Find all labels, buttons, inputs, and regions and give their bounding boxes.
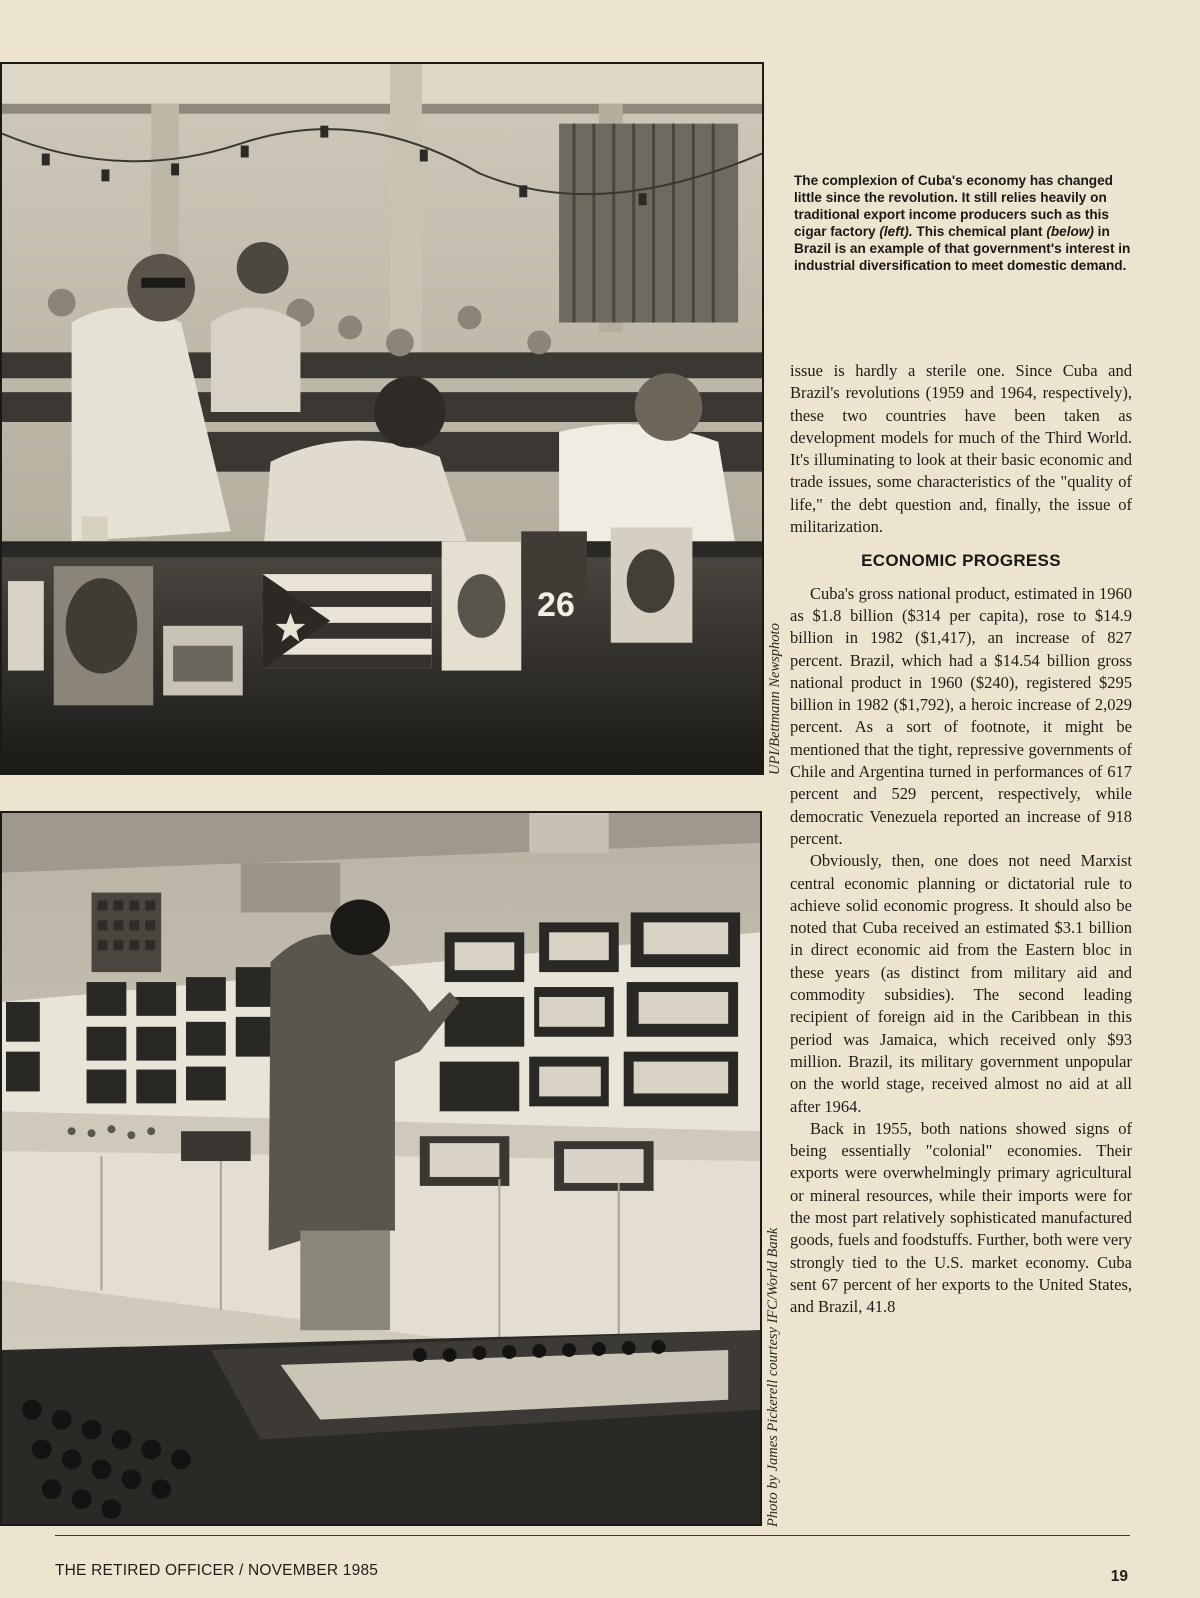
publication-footer: THE RETIRED OFFICER / NOVEMBER 1985 (55, 1562, 379, 1579)
page-number: 19 (1110, 1568, 1128, 1585)
caption-text-start: The complexion of Cuba's economy has changed little since the revolution. It still relies heavily on traditional export income producers such as this cigar factory (794, 173, 1113, 240)
photo-caption (794, 172, 1134, 275)
bottom-photo-credit: Photo by James Pickerell courtesy IFC/World Bank (765, 1227, 781, 1527)
article-paragraph: Cuba's gross national product, estimated in 1960 as $1.8 billion ($314 per capita), rose to $14.9 billion in 1982 ($1,417), an increase of 827 percent. Brazil, which had a $14.54 billion gross national product in 1960 ($240), registered $295 billion in 1982 ($1,792), a heroic increase of 2,029 percent. As a sort of footnote, it might be mentioned that the tight, repressive governments of Chile and Argentina turned in performances of 617 percent and 529 percent, respectively, while democratic Venezuela reported an increase of 918 percent. (790, 583, 1132, 848)
cigar-factory-photo (0, 62, 764, 775)
top-photo-credit: UPI/Bettmann Newsphoto (767, 623, 783, 775)
article-paragraph: Obviously, then, one does not need Marxist central economic planning or dictatorial rule to achieve solid economic progress. It should also be noted that Cuba received an estimated $3.1 billion in direct economic aid from the Eastern bloc in these years (as distinct from military aid and commodity subsidies). The second leading recipient of foreign aid in the Caribbean in this period was Jamaica, which received only $93 million. Brazil, its military government unpopular on the world stage, received almost no aid at all after 1964. (790, 851, 1132, 1116)
chemical-plant-photo (0, 811, 762, 1526)
article-paragraph: issue is hardly a sterile one. Since Cuba and Brazil's revolutions (1959 and 1964, respectively), these two countries have been taken as development models for much of the Third World. It's illuminating to look at their basic economic and trade issues, some characteristics of the "quality of life," the debt question and, finally, the issue of militarization. (790, 361, 1132, 537)
control-room-illustration (2, 813, 760, 1524)
caption-text-end: in Brazil is an example of that government's interest in industrial diversification to meet domestic demand. (794, 224, 1131, 274)
caption-left-tag: (left). (879, 224, 913, 240)
article-paragraph: Back in 1955, both nations showed signs of being essentially "colonial" economies. Their exports were overwhelmingly primary agricultural or mineral resources, while their imports were for the most part relatively sophisticated manufactured goods, fuels and foodstuffs. Further, both were very strongly tied to the U.S. market economy. Cuba sent 67 percent of her exports to the United States, and Brazil, 41.8 (790, 1118, 1132, 1317)
caption-below-tag: (below) (1046, 224, 1094, 240)
caption-text-middle: This chemical plant (912, 224, 1047, 240)
footer-rule (55, 1535, 1130, 1536)
section-heading: ECONOMIC PROGRESS (861, 551, 1061, 571)
cigar-factory-illustration (2, 64, 762, 773)
article-column (790, 360, 1132, 1318)
poster-number-text: 26 (537, 585, 575, 624)
